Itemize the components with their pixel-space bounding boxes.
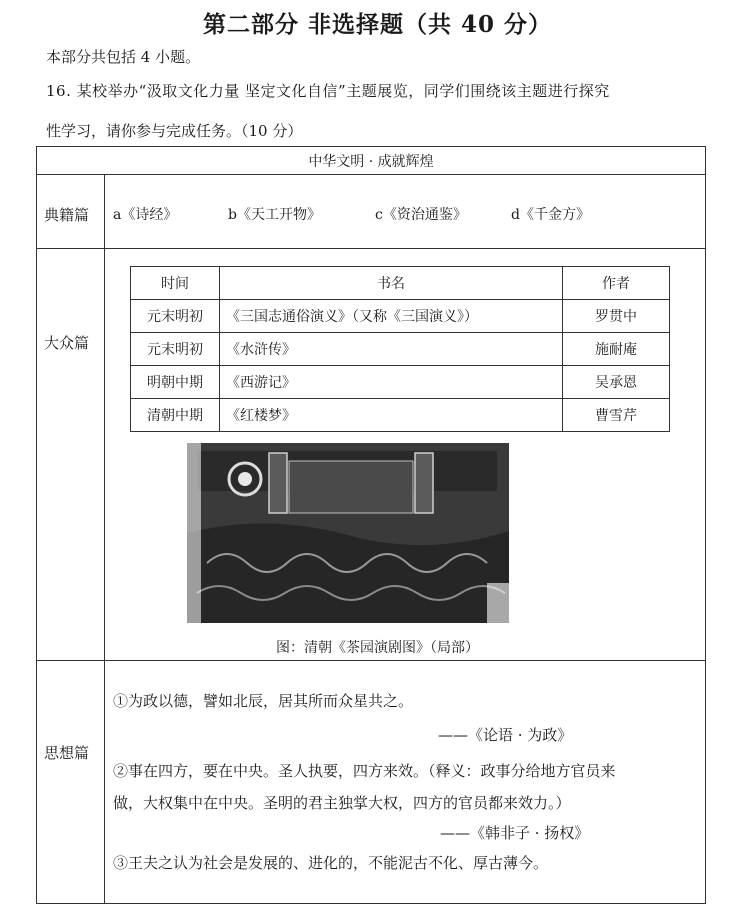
book-item: a《诗经》 [113, 207, 178, 223]
column-divider [104, 174, 105, 904]
table-row [131, 399, 670, 432]
header-book: 书名 [220, 267, 563, 300]
header-author: 作者 [563, 267, 670, 300]
cell-author: 施耐庵 [563, 333, 670, 366]
book-item: c《资治通鉴》 [375, 207, 467, 223]
row-divider [36, 660, 706, 661]
header-time: 时间 [131, 267, 220, 300]
cell-book: 《水浒传》 [220, 333, 563, 366]
cell-author: 罗贯中 [563, 300, 670, 333]
table-row [131, 333, 670, 366]
quote-1: ①为政以德，譬如北辰，居其所而众星共之。 [113, 692, 414, 710]
painting-caption: 图：清朝《茶园演剧图》（局部） [276, 640, 479, 656]
quote-2-line-1: ②事在四方，要在中央。圣人执要，四方来效。（释义：政事分给地方官员来 [113, 762, 616, 780]
quote-1-source: ——《论语 · 为政》 [438, 726, 573, 744]
book-item: d《千金方》 [511, 207, 590, 223]
quote-2-line-2: 做，大权集中在中央。圣明的君主独掌大权，四方的官员都来效力。） [113, 794, 571, 812]
table-heading: 中华文明 · 成就辉煌 [308, 154, 434, 170]
cell-author: 吴承恩 [563, 366, 670, 399]
quote-2-source: ——《韩非子 · 扬权》 [440, 824, 590, 842]
table-row [131, 366, 670, 399]
cell-time: 元末明初 [131, 300, 220, 333]
quote-3: ③王夫之认为社会是发展的、进化的，不能泥古不化、厚古薄今。 [113, 854, 549, 872]
novels-table [130, 266, 670, 432]
row-divider [36, 174, 706, 175]
cell-book: 《西游记》 [220, 366, 563, 399]
row-divider [36, 248, 706, 249]
table-row [131, 300, 670, 333]
book-item: b《天工开物》 [228, 207, 321, 223]
cell-time: 元末明初 [131, 333, 220, 366]
section-title: 第二部分 非选择题（共 40 分） [202, 11, 553, 38]
classics-label: 典籍篇 [44, 206, 90, 224]
cell-book: 《三国志通俗演义》（又称《三国演义》） [220, 300, 563, 333]
cell-author: 曹雪芹 [563, 399, 670, 432]
cell-time: 明朝中期 [131, 366, 220, 399]
table-header-row [131, 267, 670, 300]
cell-book: 《红楼梦》 [220, 399, 563, 432]
section-intro: 本部分共包括 4 小题。 [46, 48, 201, 66]
popular-label: 大众篇 [44, 334, 90, 352]
painting-texture [187, 443, 509, 623]
theater-painting-image [187, 443, 509, 623]
question-text-line-1: 16. 某校举办“汲取文化力量 坚定文化自信”主题展览，同学们围绕该主题进行探究 [46, 82, 610, 100]
cell-time: 清朝中期 [131, 399, 220, 432]
question-text-line-2: 性学习，请你参与完成任务。（10 分） [46, 122, 303, 140]
thought-label: 思想篇 [44, 744, 90, 762]
